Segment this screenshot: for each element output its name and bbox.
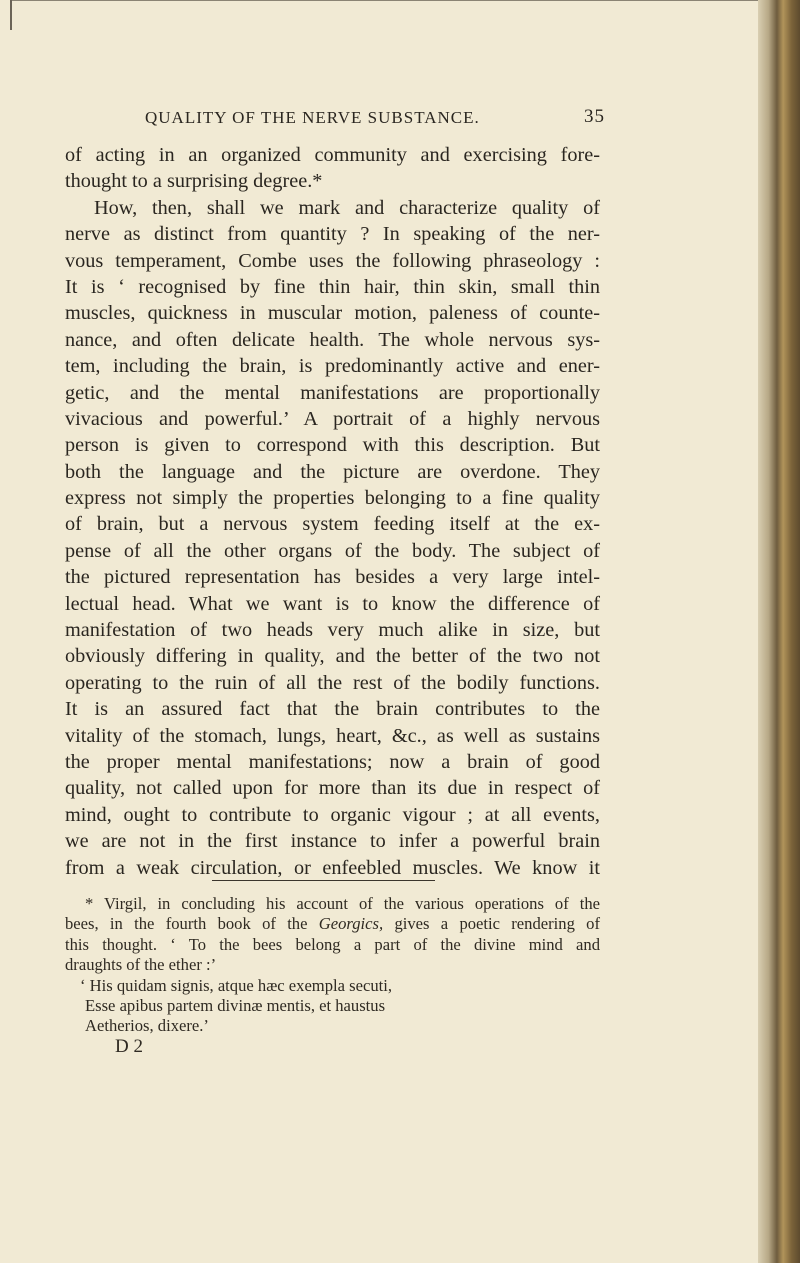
text-line: of brain, but a nervous system feeding itself at the ex- (65, 513, 600, 536)
footnote-text: bees, in the fourth book of the (65, 914, 319, 934)
footnote-line: * Virgil, in concluding his account of the various operations of the (85, 894, 600, 913)
text-line: nerve as distinct from quantity ? In speaking of the ner- (65, 223, 600, 246)
text-line: the proper mental manifestations; now a brain of good (65, 750, 600, 773)
text-line: mind, ought to contribute to organic vigour ; at all events, (65, 803, 600, 826)
book-page-edge (758, 0, 800, 1263)
text-line: quality, not called upon for more than its due in respect of (65, 777, 600, 800)
verse-line: ‘ His quidam signis, atque hæc exempla secuti, (80, 975, 392, 995)
book-title: Georgics, (318, 914, 384, 934)
text-line: express not simply the properties belonging to a fine quality (65, 487, 600, 510)
text-line: getic, and the mental manifestations are proportionally (65, 381, 600, 404)
text-line: lectual head. What we want is to know the difference of (65, 592, 600, 615)
text-line: It is an assured fact that the brain contributes to the (65, 698, 600, 721)
text-line: nance, and often delicate health. The whole nervous sys- (65, 328, 600, 351)
footnote-rule (212, 880, 435, 881)
running-header (145, 104, 605, 134)
footnote-text: gives a poetic rendering of (383, 914, 600, 934)
text-line: thought to a surprising degree.* (65, 170, 323, 193)
text-line: It is ‘ recognised by fine thin hair, thin skin, small thin (65, 275, 600, 298)
text-line: person is given to correspond with this description. But (65, 434, 600, 457)
text-line: obviously differing in quality, and the better of the two not (65, 645, 600, 668)
text-line: How, then, shall we mark and characterize quality of (94, 196, 600, 219)
page-top-edge (10, 0, 758, 1)
text-line: of acting in an organized community and exercising fore- (65, 144, 600, 166)
footnote-line (65, 914, 600, 934)
text-line: the pictured representation has besides a very large intel- (65, 566, 600, 589)
text-line: we are not in the first instance to infer a powerful brain (65, 830, 600, 853)
text-line: vitality of the stomach, lungs, heart, &c., as well as sustains (65, 724, 600, 747)
signature-mark: D 2 (115, 1035, 143, 1057)
text-line: tem, including the brain, is predominantly active and ener- (65, 355, 600, 378)
running-title: QUALITY OF THE NERVE SUBSTANCE. (145, 108, 480, 127)
footnote-line: draughts of the ether :’ (65, 955, 217, 975)
text-line: both the language and the picture are overdone. They (65, 460, 600, 483)
text-line: operating to the ruin of all the rest of the bodily functions. (65, 671, 600, 694)
text-line: vivacious and powerful.’ A portrait of a highly nervous (65, 407, 600, 430)
main-text (65, 142, 600, 881)
footnote-line: this thought. ‘ To the bees belong a part of the divine mind and (65, 934, 600, 954)
text-line: manifestation of two heads very much alike in size, but (65, 619, 600, 642)
verse-line: Esse apibus partem divinæ mentis, et haustus (85, 995, 386, 1015)
page-number: 35 (584, 106, 605, 127)
text-line: from a weak circulation, or enfeebled muscles. We know it (65, 856, 600, 879)
text-line: muscles, quickness in muscular motion, paleness of counte- (65, 302, 600, 325)
text-line: vous temperament, Combe uses the following phraseology : (65, 249, 600, 272)
text-line: pense of all the other organs of the body. The subject of (65, 539, 600, 562)
verse-line: Aetherios, dixere.’ (85, 1016, 209, 1036)
page-corner-mark (10, 0, 12, 30)
